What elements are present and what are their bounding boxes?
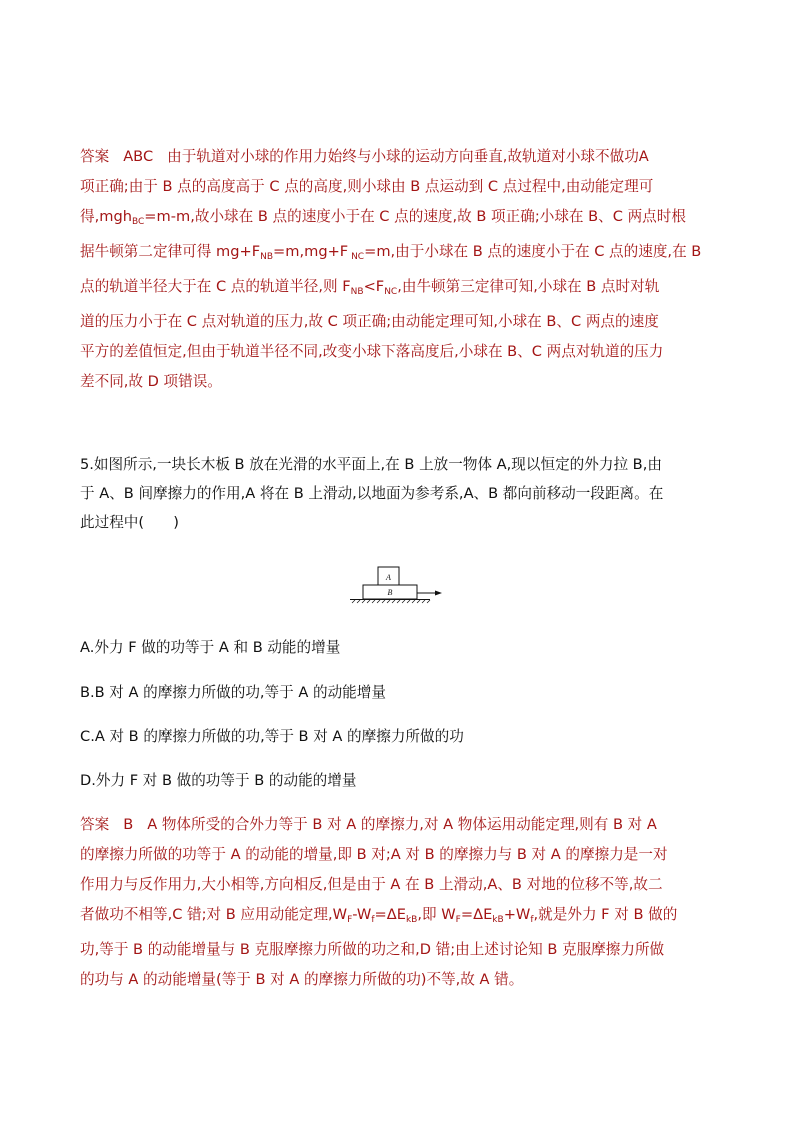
text-run: +W — [503, 906, 531, 923]
answer-key: ABC — [123, 148, 154, 165]
subscript: kB — [492, 915, 504, 925]
subscript: NB — [350, 287, 364, 297]
answer-text: 由于轨道对小球的作用力始终与小球的运动方向垂直,故轨道对小球不做功A — [167, 148, 649, 165]
answer-5-line-6: 的功与 A 的动能增量(等于 B 对 A 的摩擦力所做的功)不等,故 A 错。 — [80, 971, 524, 988]
text-run: ,由牛顿第三定律可知,小球在 B 点时对轨 — [397, 278, 660, 295]
question-5-line-2: 于 A、B 间摩擦力的作用,A 将在 B 上滑动,以地面为参考系,A、B 都向前移动一段距离。在 — [80, 485, 664, 502]
question-5-stem — [80, 450, 714, 537]
subscript: F — [347, 915, 353, 925]
option-c: C.A 对 B 的摩擦力所做的功,等于 B 对 A 的摩擦力所做的功 — [80, 728, 464, 745]
answer-4-line-6: 道的压力小于在 C 点对轨道的压力,故 C 项正确;由动能定理可知,小球在 B、C 两点的速度 — [80, 313, 659, 330]
option-b: B.B 对 A 的摩擦力所做的功,等于 A 的动能增量 — [80, 684, 386, 701]
subscript: BC — [131, 217, 145, 227]
floor-hatching — [352, 600, 430, 603]
subscript: NB — [260, 252, 274, 262]
answer-5-line-2: 的摩擦力所做的功等于 A 的动能的增量,即 B 对;A 对 B 的摩擦力与 B 对 A 的摩擦力是一对 — [80, 846, 668, 863]
text-run: -W — [352, 906, 372, 923]
answer-5-line-4 — [80, 900, 714, 935]
text-run: 据牛顿第二定律可得 mg+F — [80, 243, 261, 260]
text-run: ,就是外力 F 对 B 做的 — [533, 906, 678, 923]
answer-label: 答案 — [80, 148, 110, 165]
text-run: 点的轨道半径大于在 C 点的轨道半径,则 F — [80, 278, 351, 295]
answer-4-line-5 — [80, 272, 714, 307]
answer-4-line-1 — [80, 142, 714, 172]
block-board-figure — [350, 565, 446, 605]
subscript: NC — [384, 287, 398, 297]
question-5-line-1: 5.如图所示,一块长木板 B 放在光滑的水平面上,在 B 上放一物体 A,现以恒定的外力拉 B,由 — [80, 456, 662, 473]
block-a — [378, 567, 399, 585]
answer-label: 答案 — [80, 816, 110, 833]
subscript: kB — [405, 915, 418, 925]
board-b — [363, 585, 417, 599]
text-run: =ΔE — [374, 906, 406, 923]
option-a: A.外力 F 做的功等于 A 和 B 动能的增量 — [80, 639, 341, 656]
block-a-label: A — [386, 573, 391, 582]
subscript: NC — [348, 252, 365, 262]
answer-5-line-3: 作用力与反作用力,大小相等,方向相反,但是由于 A 在 B 上滑动,A、B 对地的位移不等,故二 — [80, 876, 663, 893]
board-b-label: B — [387, 588, 393, 597]
answer-4-line-3 — [80, 202, 714, 237]
answer-4-line-7: 平方的差值恒定,但由于轨道半径不同,改变小球下落高度后,小球在 B、C 两点对轨道的压力 — [80, 343, 664, 360]
question-5-line-3: 此过程中( ) — [80, 514, 179, 531]
text-run: 者做功不相等,C 错;对 B 应用动能定理,W — [80, 906, 348, 923]
answer-4-line-8: 差不同,故 D 项错误。 — [80, 373, 222, 390]
text-run: =m,由于小球在 B 点的速度小于在 C 点的速度,在 B — [364, 243, 702, 260]
answer-5-block — [80, 810, 714, 995]
arrow-head — [435, 591, 442, 596]
answer-4-line-4 — [80, 237, 714, 272]
answer-5-line-5: 功,等于 B 的动能增量与 B 克服摩擦力所做的功之和,D 错;由上述讨论知 B 克服摩擦力所做 — [80, 941, 665, 958]
answer-5-line-1 — [80, 810, 714, 840]
text-run: ,即 W — [417, 906, 456, 923]
answer-key: B — [123, 816, 134, 833]
text-run: 得,mgh — [80, 208, 132, 225]
subscript: F — [455, 915, 461, 925]
answer-text: A 物体所受的合外力等于 B 对 A 的摩擦力,对 A 物体运用动能定理,则有 B 对 A — [147, 816, 657, 833]
subscript: f — [530, 915, 534, 925]
option-d: D.外力 F 对 B 做的功等于 B 的动能的增量 — [80, 772, 357, 789]
text-run: =m-m,故小球在 B 点的速度小于在 C 点的速度,故 B 项正确;小球在 B、C 两点时根 — [144, 208, 686, 225]
subscript: f — [371, 915, 375, 925]
answer-4-line-2: 项正确;由于 B 点的高度高于 C 点的高度,则小球由 B 点运动到 C 点过程中,由动能定理可 — [80, 178, 654, 195]
text-run: =m,mg+F — [273, 243, 349, 260]
text-run: <F — [363, 278, 385, 295]
text-run: =ΔE — [460, 906, 493, 923]
answer-4-block — [80, 142, 714, 397]
